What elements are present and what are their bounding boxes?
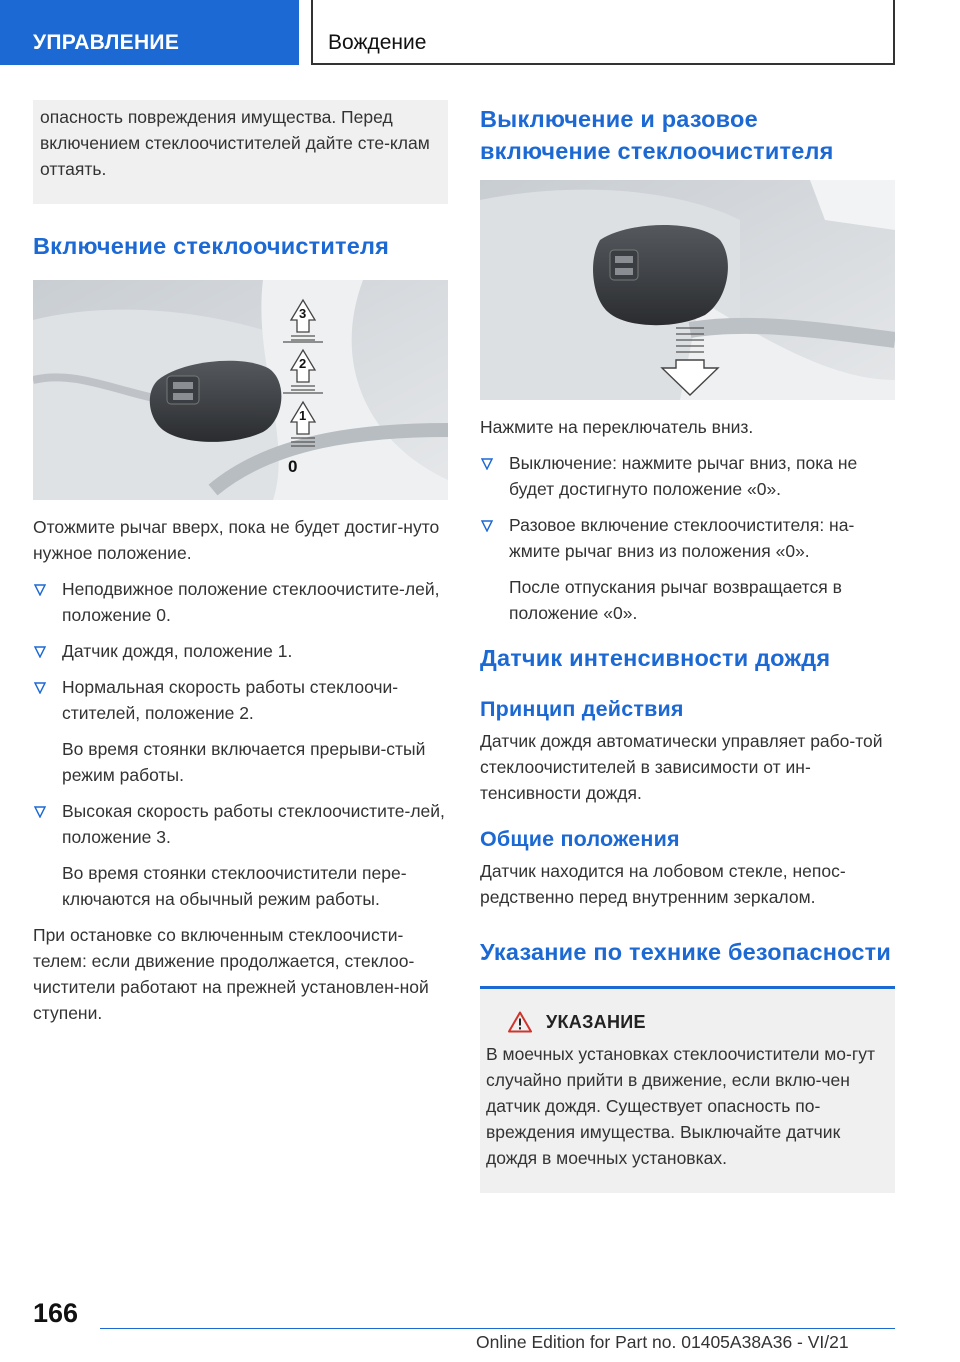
label-pos-0: 0 [288, 457, 298, 476]
figure-wiper-lever-up [33, 280, 448, 500]
warning-box [480, 986, 895, 1193]
list-item: Высокая скорость работы стеклоочистите-лей, положение 3. Во время стоянки стеклоочистители пере-ключаются на обычный режим работы. [33, 798, 448, 912]
triangle-bullet-icon [34, 806, 46, 818]
list-item-note: Во время стоянки стеклоочистители пере-ключаются на обычный режим работы. [62, 863, 407, 909]
triangle-bullet-icon [34, 646, 46, 658]
label-pos-2: 2 [299, 356, 307, 371]
warning-title: УКАЗАНИЕ [546, 1011, 646, 1032]
section-heading-wiper-on: Включение стеклоочистителя [33, 233, 390, 259]
list-item: Неподвижное положение стеклоочистите-лей, положение 0. [33, 576, 448, 628]
note-continuation [33, 100, 448, 204]
general-text: Датчик находится на лобовом стекле, непос-редственно перед внутренним зеркалом. [480, 861, 846, 907]
list-item-note: Во время стоянки включается прерыви-стый режим работы. [62, 739, 426, 785]
list-item: Разовое включение стеклоочистителя: на-жмите рычаг вниз из положения «0». После отпускания рычаг возвращается в положение «0». [480, 512, 895, 626]
figure-wiper-lever-down [480, 180, 895, 400]
warning-text: В моечных установках стеклоочистители мо-гут случайно прийти в движение, если вклю-чен датчик дождя. Существует опасность по-вреждения имущества. Выключайте датчик дождя в моечных установках. [486, 1044, 875, 1168]
note-text: опасность повреждения имущества. Перед включением стеклоочистителей дайте сте-клам оттаять. [40, 107, 430, 179]
triangle-bullet-icon [481, 458, 493, 470]
chapter-title: Вождение [328, 31, 427, 54]
list-item: Выключение: нажмите рычаг вниз, пока не будет достигнуто положение «0». [480, 450, 895, 502]
lever-down-illustration [480, 180, 895, 400]
list-item: Нормальная скорость работы стеклоочи-стителей, положение 2. Во время стоянки включается прерыви-стый режим работы. [33, 674, 448, 788]
edition-text: Online Edition for Part no. 01405A38A36 - VI/21 [476, 1332, 849, 1352]
triangle-bullet-icon [34, 584, 46, 596]
subheading-general: Общие положения [480, 827, 680, 851]
list-item-note: После отпускания рычаг возвращается в положение «0». [509, 577, 842, 623]
section-heading-wiper-off: Выключение и разовое включение стеклоочистителя [480, 106, 834, 164]
right-intro: Нажмите на переключатель вниз. [480, 417, 754, 437]
lever-up-illustration [33, 280, 448, 500]
page-number: 166 [33, 1298, 79, 1328]
warning-header [486, 1011, 883, 1033]
right-column [480, 100, 895, 1193]
right-action-list [480, 450, 895, 626]
principle-text: Датчик дождя автоматически управляет рабо-той стеклоочистителей в зависимости от ин-тенсивности дождя. [480, 731, 883, 803]
warning-triangle-icon [508, 1011, 532, 1033]
label-pos-1: 1 [299, 408, 307, 423]
subheading-principle: Принцип действия [480, 697, 684, 721]
section-tab [0, 0, 299, 65]
left-intro: Отожмите рычаг вверх, пока не будет достиг-нуто нужное положение. [33, 517, 440, 563]
footer-divider [100, 1328, 895, 1329]
section-title: УПРАВЛЕНИЕ [33, 31, 180, 54]
left-closing: При остановке со включенным стеклоочисти-телем: если движение продолжается, стеклоо-чистители работают на прежней установлен-ной ступени. [33, 925, 429, 1023]
triangle-bullet-icon [34, 682, 46, 694]
chapter-header [311, 0, 895, 65]
label-pos-3: 3 [299, 306, 307, 321]
triangle-bullet-icon [481, 520, 493, 532]
list-item: Датчик дождя, положение 1. [33, 638, 448, 664]
section-heading-safety: Указание по технике безопасности [480, 939, 891, 965]
left-column [33, 100, 448, 1026]
section-heading-rain-sensor: Датчик интенсивности дождя [480, 645, 831, 671]
left-position-list [33, 576, 448, 912]
